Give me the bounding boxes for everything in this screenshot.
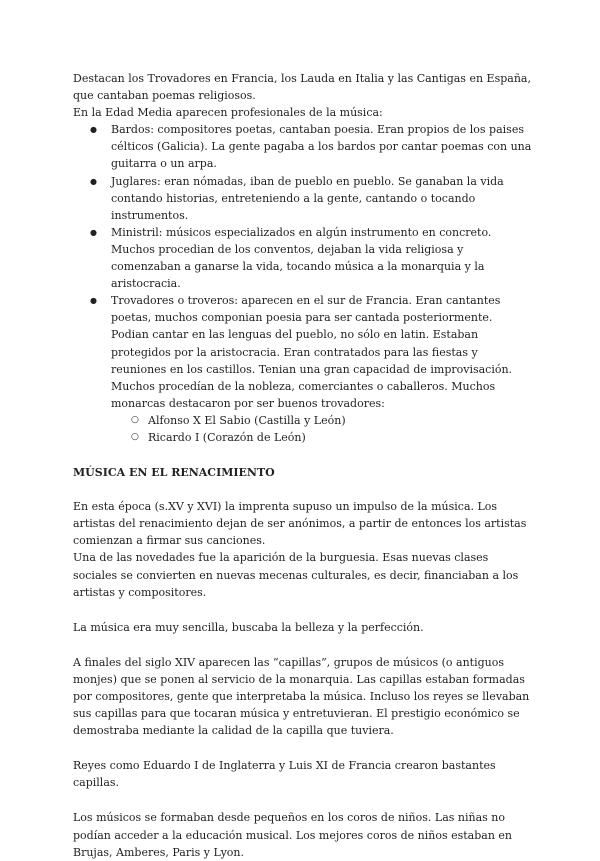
paragraph: La música era muy sencilla, buscaba la belleza y la perfección.	[73, 620, 424, 634]
paragraph: A finales del siglo XIV aparecen las “capillas”, grupos de músicos (o antiguos monjes) que se ponen al servicio de la monarquia. Las capillas estaban formadas por compositores, gente que interpretaba la música. Incluso los reyes se llevaban sus capillas para que tocaran música y entretuvieran. El prestigio económico se demostraba mediante la calidad de la capilla que tuviera.	[73, 655, 530, 738]
paragraph: Una de las novedades fue la aparición de la burguesia. Esas nuevas clases sociales se convierten en nuevas mecenas culturales, es decir, financiaban a los artistas y compositores.	[73, 551, 519, 599]
intro-paragraph: Destacan los Trovadores en Francia, los Lauda en Italia y las Cantigas en España, que cantaban poemas religiosos.	[73, 72, 531, 103]
trovadores-monarchs-list	[111, 412, 533, 446]
list-item-juglares: ● Juglares: eran nómadas, iban de pueblo en pueblo. Se ganaban la vida contando historias, entreteniendo a la gente, cantando o tocando instrumentos.	[111, 173, 533, 224]
paragraph: Los músicos se formaban desde pequeños en los coros de niños. Las niñas no podían acceder a la educación musical. Los mejores coros de niños estaban en Brujas, Amberes, Paris y Lyon.	[73, 811, 512, 859]
list-item-trovadores	[111, 292, 533, 446]
paragraph: Reyes como Eduardo I de Inglaterra y Luis XI de Francia crearon bastantes capillas.	[73, 759, 496, 790]
list-item-bardos: ● Bardos: compositores poetas, cantaban poesia. Eran propios de los paises célticos (Galicia). La gente pagaba a los bardos por cantar poemas con una guitarra o un arpa.	[111, 121, 533, 172]
list-item-ministril: ● Ministril: músicos especializados en algún instrumento en concreto. Muchos procedian de los conventos, dejaban la vida religiosa y comenzaban a ganarse la vida, tocando música a la monarquia y la aristocracia.	[111, 224, 533, 292]
document-page	[73, 70, 533, 861]
list-item-trovadores-text: Trovadores o troveros: aparecen en el sur de Francia. Eran cantantes poetas, muchos componian poesia para ser cantada posteriormente. Podian cantar en las lenguas del pueblo, no sólo en latin. Estaban protegidos por la aristocracia. Eran contratados para las fiestas y reuniones en los castillos. Tenian una gran capacidad de improvisación. Muchos procedían de la nobleza, comerciantes o caballeros. Muchos monarcas destacaron por ser buenos trovadores:	[111, 294, 513, 410]
section-heading: MÚSICA EN EL RENACIMIENTO	[73, 466, 275, 480]
sub-list-item: ○ Alfonso X El Sabio (Castilla y León)	[148, 412, 533, 429]
paragraph: En esta época (s.XV y XVI) la imprenta supuso un impulso de la música. Los artistas del renacimiento dejan de ser anónimos, a partir de entonces los artistas comienzan a firmar sus canciones.	[73, 500, 527, 548]
intro-lead-in: En la Edad Media aparecen profesionales de la música:	[73, 106, 383, 120]
professionals-list	[73, 121, 533, 446]
sub-list-item: ○ Ricardo I (Corazón de León)	[148, 429, 533, 446]
